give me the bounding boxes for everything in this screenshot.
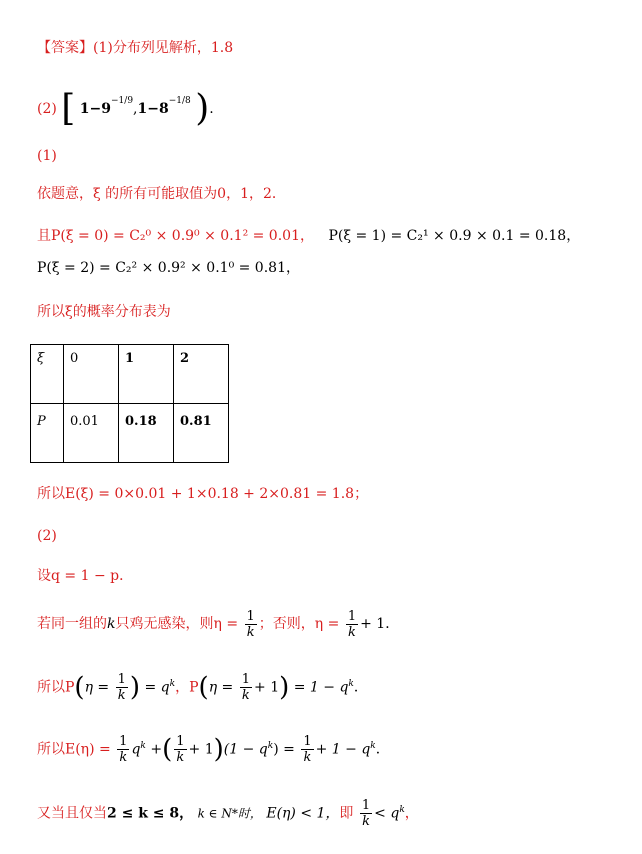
prob-eq1: = q (144, 679, 170, 696)
paren-close: ) (213, 734, 224, 765)
end-dot: . (209, 101, 214, 117)
part2-label: (2) (37, 101, 57, 117)
sol1-table-intro: 所以ξ的概率分布表为 (37, 304, 171, 320)
frac-num: 1 (246, 608, 255, 624)
table-cell: P (31, 404, 64, 463)
frac-1-k (301, 734, 313, 765)
sol1-p0-line (37, 226, 580, 246)
frac-1-k (116, 672, 128, 703)
table-row (31, 345, 229, 404)
frac-num: 1 (119, 734, 128, 750)
frac-1-k (245, 609, 257, 640)
table-cell: 1 (119, 345, 174, 404)
sol2-expectation: 所以E(η) = $\frac{1}{k}$ $q^k$ +( $\frac{1}{k}$ + $1)(1 - q^k)$ = $\frac{1}{k}$ + $1 - q^k$． (37, 734, 390, 766)
frac-den: k (246, 624, 255, 640)
last-pre: 又当且仅当 (37, 805, 107, 822)
frac-den: k (119, 750, 128, 766)
frac-1-k (360, 798, 372, 829)
cases-plus: + 1． (360, 616, 400, 632)
frac-den: k (176, 750, 185, 766)
exp-b: −1/8 (168, 96, 191, 106)
distribution-table (30, 344, 229, 463)
exp-k: k (169, 679, 176, 689)
frac-1-k (240, 672, 252, 703)
frac-den: k (303, 750, 312, 766)
sep: , (133, 101, 138, 117)
cases-else: ；否则，η = (258, 616, 340, 632)
frac-1-k (117, 734, 129, 765)
sol1-intro: 依题意，ξ 的所有可能取值为0，1，2． (37, 186, 286, 202)
frac-den: k (348, 624, 356, 640)
last-range: 2 ≤ k ≤ 8， (107, 805, 194, 822)
prob-eq2: = 1 − q (293, 679, 349, 696)
table-cell: 0.81 (174, 404, 229, 463)
sol1-label: (1) (37, 148, 57, 164)
exp-k: k (267, 741, 274, 751)
prob-mid: ，P (175, 679, 199, 696)
plus-one: + 1 (188, 741, 214, 758)
answer-label: 【答案】 (37, 40, 93, 56)
eta-symbol: η = (208, 679, 234, 696)
sol1-expectation: 所以E(ξ) = 0×0.01 + 1×0.18 + 2×0.81 = 1.8； (37, 486, 369, 502)
expr-a: 1−9 (79, 101, 112, 117)
exp-k: k (370, 741, 376, 751)
exp-tail2: ) = (273, 741, 295, 758)
exp-tail: (1 − q (223, 741, 268, 758)
frac-1-k (346, 609, 358, 640)
frac-num: 1 (347, 608, 357, 624)
exp-end: + 1 − q (315, 741, 371, 758)
last-end: ， (404, 805, 419, 822)
sol1-p0: 且P(ξ = 0) = C₂⁰ × 0.9⁰ × 0.1² = 0.01， (37, 228, 314, 244)
sol2-label: (2) (37, 528, 57, 544)
frac-num: 1 (117, 672, 126, 688)
cases-mid: 只鸡无感染，则η = (115, 616, 239, 632)
table-cell: 0.01 (64, 404, 119, 463)
table-row (31, 404, 229, 463)
answer-line (37, 38, 233, 58)
expr-b: 1−8 (137, 101, 169, 117)
cases-pre: 若同一组的 (37, 616, 107, 632)
table-cell: 0 (64, 345, 119, 404)
prob-pre: 所以P (37, 679, 75, 696)
frac-den: k (241, 688, 250, 704)
paren-close: ) (279, 672, 290, 703)
paren-open: ( (198, 672, 209, 703)
frac-num: 1 (241, 672, 251, 688)
frac-1-k (174, 734, 186, 765)
frac-den: k (362, 814, 370, 830)
exp-plus: + (150, 741, 163, 758)
exp-pre: 所以E(η) = (37, 741, 111, 758)
eta-symbol: η = (84, 679, 110, 696)
paren-open: ( (74, 672, 85, 703)
exp-k: k (140, 741, 146, 751)
frac-num: 1 (303, 734, 312, 750)
bracket-close: ) (195, 88, 210, 129)
frac-num: 1 (176, 734, 185, 750)
answer-text: (1)分布列见解析，1.8 (93, 40, 234, 56)
plus-one: + 1 (254, 679, 280, 696)
exp-mid: q (131, 741, 141, 758)
table-cell: 0.18 (119, 404, 174, 463)
last-ji: 即 (339, 805, 354, 822)
sol2-cases (37, 606, 399, 642)
sol2-last (37, 792, 419, 832)
exp-k: k (399, 805, 405, 815)
sol2-set-q: 设q = 1 − p． (37, 568, 134, 584)
part2-answer (37, 86, 214, 129)
bracket-open: [ (61, 88, 76, 129)
exp-a: −1/9 (111, 96, 134, 106)
last-lt: < q (374, 805, 400, 822)
table-cell: ξ (31, 345, 64, 404)
exp-k: k (348, 679, 354, 689)
table-cell: 2 (174, 345, 229, 404)
sol2-prob: 所以P(η = $\frac{1}{k}$ ) = $q^k$，P(η = $\frac{1}{k}$ + $1) = 1 - q^k$． (37, 672, 368, 704)
paren-close: ) (129, 672, 141, 703)
last-ineq: E(η) < 1， (266, 805, 340, 822)
frac-den: k (117, 688, 126, 704)
sol1-p2: P(ξ = 2) = C₂² × 0.9² × 0.1⁰ = 0.81， (37, 260, 300, 276)
cases-k: k (107, 616, 116, 632)
paren-open: ( (162, 734, 173, 765)
last-set: k ∈ N*时， (197, 806, 262, 821)
sol1-p1: P(ξ = 1) = C₂¹ × 0.9 × 0.1 = 0.18， (328, 228, 581, 244)
frac-num: 1 (361, 798, 371, 814)
